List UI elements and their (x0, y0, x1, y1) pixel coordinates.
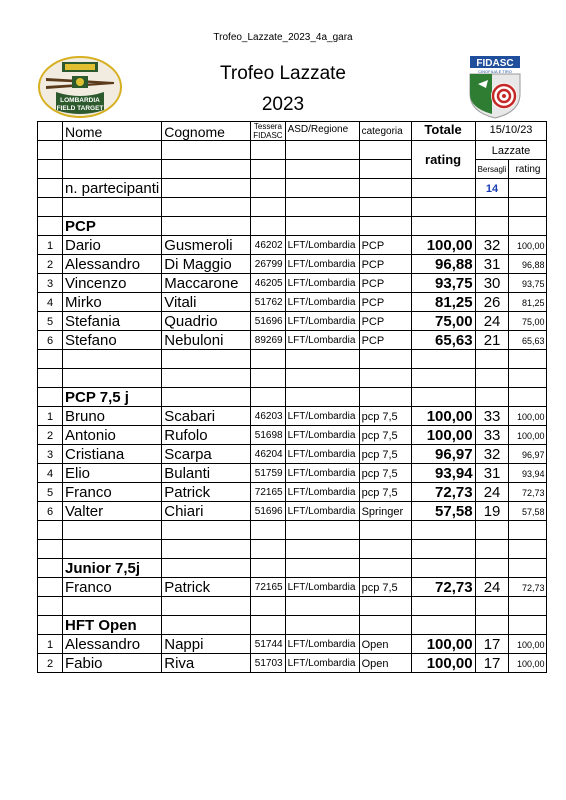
empty-cell (38, 521, 63, 540)
empty-cell (359, 198, 411, 217)
totale-cell: 96,97 (411, 445, 475, 464)
totale-cell: 81,25 (411, 293, 475, 312)
header-cognome: Cognome (162, 122, 251, 141)
empty-cell (509, 559, 547, 578)
svg-text:LOMBARDIA: LOMBARDIA (60, 97, 100, 104)
table-header-row (38, 122, 547, 141)
rating-cell: 81,25 (509, 293, 547, 312)
empty-cell (162, 388, 251, 407)
empty-cell (38, 217, 63, 236)
categoria-cell: pcp 7,5 (359, 407, 411, 426)
nome-cell: Valter (63, 502, 162, 521)
nome-cell: Franco (63, 578, 162, 597)
empty-cell (285, 388, 359, 407)
asd-cell: LFT/Lombardia (285, 502, 359, 521)
position-cell: 4 (38, 293, 63, 312)
empty-cell (38, 369, 63, 388)
empty-cell (63, 369, 162, 388)
totale-cell: 100,00 (411, 236, 475, 255)
bersagli-cell: 24 (475, 578, 509, 597)
bersagli-cell: 30 (475, 274, 509, 293)
empty-cell (38, 559, 63, 578)
rating-cell: 72,73 (509, 483, 547, 502)
section-header-row (38, 559, 547, 578)
lombardia-field-target-logo (38, 56, 122, 123)
nome-cell: Fabio (63, 654, 162, 673)
cognome-cell: Maccarone (162, 274, 251, 293)
header-nome: Nome (63, 122, 162, 141)
position-cell: 3 (38, 445, 63, 464)
section-header-row (38, 217, 547, 236)
header-rating: rating (411, 141, 475, 179)
empty-cell (411, 388, 475, 407)
empty-cell (411, 521, 475, 540)
position-cell: 5 (38, 312, 63, 331)
rating-cell: 100,00 (509, 654, 547, 673)
rating-cell: 93,75 (509, 274, 547, 293)
rating-cell: 96,97 (509, 445, 547, 464)
empty-cell (411, 350, 475, 369)
asd-cell: LFT/Lombardia (285, 236, 359, 255)
empty-cell (359, 540, 411, 559)
table-row (38, 236, 547, 255)
empty-cell (162, 217, 251, 236)
empty-cell (359, 559, 411, 578)
bersagli-cell: 24 (475, 312, 509, 331)
rating-cell: 100,00 (509, 635, 547, 654)
empty-cell (38, 198, 63, 217)
document-filename: Trofeo_Lazzate_2023_4a_gara (213, 32, 353, 43)
asd-cell: LFT/Lombardia (285, 312, 359, 331)
empty-cell (285, 616, 359, 635)
empty-cell (509, 217, 547, 236)
tessera-cell: 51744 (251, 635, 285, 654)
empty-cell (359, 616, 411, 635)
asd-cell: LFT/Lombardia (285, 654, 359, 673)
cognome-cell: Scarpa (162, 445, 251, 464)
totale-cell: 57,58 (411, 502, 475, 521)
categoria-cell: Open (359, 635, 411, 654)
participants-label: n. partecipanti (63, 179, 162, 198)
tessera-cell: 46202 (251, 236, 285, 255)
asd-cell: LFT/Lombardia (285, 426, 359, 445)
empty-cell (251, 198, 285, 217)
nome-cell: Stefano (63, 331, 162, 350)
header-pos-cell (38, 122, 63, 141)
categoria-cell: pcp 7,5 (359, 483, 411, 502)
cognome-cell: Scabari (162, 407, 251, 426)
asd-cell: LFT/Lombardia (285, 331, 359, 350)
totale-cell: 65,63 (411, 331, 475, 350)
empty-cell (162, 521, 251, 540)
cognome-cell: Patrick (162, 578, 251, 597)
page-title: Trofeo Lazzate (219, 63, 347, 84)
empty-cell (251, 350, 285, 369)
empty-cell (475, 350, 509, 369)
categoria-cell: PCP (359, 274, 411, 293)
tessera-cell: 46203 (251, 407, 285, 426)
tessera-cell: 72165 (251, 483, 285, 502)
section-title: Junior 7,5j (63, 559, 162, 578)
position-cell (38, 578, 63, 597)
table-row (38, 407, 547, 426)
empty-cell (411, 540, 475, 559)
empty-cell (63, 521, 162, 540)
table-row (38, 274, 547, 293)
fidasc-logo (464, 54, 526, 125)
bersagli-cell: 32 (475, 236, 509, 255)
empty-cell (285, 597, 359, 616)
spacer-row (38, 597, 547, 616)
table-row (38, 426, 547, 445)
rating-cell: 93,94 (509, 464, 547, 483)
categoria-cell: PCP (359, 331, 411, 350)
empty-cell (162, 540, 251, 559)
empty-cell (509, 198, 547, 217)
totale-cell: 93,94 (411, 464, 475, 483)
nome-cell: Alessandro (63, 635, 162, 654)
nome-cell: Alessandro (63, 255, 162, 274)
participants-row (38, 179, 547, 198)
nome-cell: Stefania (63, 312, 162, 331)
asd-cell: LFT/Lombardia (285, 407, 359, 426)
table-row (38, 502, 547, 521)
asd-cell: LFT/Lombardia (285, 445, 359, 464)
empty-cell (251, 597, 285, 616)
header-categoria: categoria (359, 122, 411, 141)
header-rating-sub: rating (509, 160, 547, 179)
bersagli-cell: 31 (475, 464, 509, 483)
header-bersagli: Bersagli (475, 160, 509, 179)
empty-cell (162, 369, 251, 388)
empty-cell (38, 616, 63, 635)
section-title: HFT Open (63, 616, 162, 635)
empty-cell (285, 217, 359, 236)
tessera-cell: 51759 (251, 464, 285, 483)
empty-cell (285, 540, 359, 559)
totale-cell: 75,00 (411, 312, 475, 331)
nome-cell: Cristiana (63, 445, 162, 464)
tessera-cell: 46204 (251, 445, 285, 464)
nome-cell: Elio (63, 464, 162, 483)
position-cell: 2 (38, 654, 63, 673)
section-header-row (38, 616, 547, 635)
categoria-cell: Open (359, 654, 411, 673)
empty-cell (38, 540, 63, 559)
cognome-cell: Patrick (162, 483, 251, 502)
asd-cell: LFT/Lombardia (285, 255, 359, 274)
empty-cell (251, 559, 285, 578)
position-cell: 6 (38, 502, 63, 521)
cognome-cell: Gusmeroli (162, 236, 251, 255)
empty-cell (411, 198, 475, 217)
tessera-cell: 72165 (251, 578, 285, 597)
empty-cell (359, 388, 411, 407)
empty-cell (251, 540, 285, 559)
totale-cell: 72,73 (411, 578, 475, 597)
empty-cell (475, 616, 509, 635)
section-title: PCP (63, 217, 162, 236)
cognome-cell: Di Maggio (162, 255, 251, 274)
table-header-row-2 (38, 141, 547, 160)
empty-cell (38, 597, 63, 616)
empty-cell (162, 597, 251, 616)
tessera-cell: 51703 (251, 654, 285, 673)
results-table (37, 121, 547, 673)
svg-text:FIDASC: FIDASC (476, 58, 514, 69)
nome-cell: Dario (63, 236, 162, 255)
position-cell: 1 (38, 635, 63, 654)
empty-cell (475, 540, 509, 559)
asd-cell: LFT/Lombardia (285, 293, 359, 312)
nome-cell: Vincenzo (63, 274, 162, 293)
empty-cell (38, 350, 63, 369)
categoria-cell: pcp 7,5 (359, 426, 411, 445)
header-totale: Totale (411, 122, 475, 141)
asd-cell: LFT/Lombardia (285, 578, 359, 597)
table-row (38, 445, 547, 464)
empty-cell (162, 559, 251, 578)
rating-cell: 96,88 (509, 255, 547, 274)
nome-cell: Mirko (63, 293, 162, 312)
empty-cell (63, 350, 162, 369)
empty-cell (509, 521, 547, 540)
position-cell: 2 (38, 426, 63, 445)
empty-cell (285, 521, 359, 540)
cognome-cell: Chiari (162, 502, 251, 521)
header-asd: ASD/Regione (285, 122, 359, 141)
rating-cell: 65,63 (509, 331, 547, 350)
table-row (38, 312, 547, 331)
table-row (38, 578, 547, 597)
empty-cell (63, 540, 162, 559)
empty-cell (509, 597, 547, 616)
page-year: 2023 (261, 94, 305, 115)
empty-cell (251, 521, 285, 540)
rating-cell: 57,58 (509, 502, 547, 521)
tessera-cell: 51696 (251, 502, 285, 521)
svg-text:FIELD TARGET: FIELD TARGET (56, 105, 104, 112)
totale-cell: 100,00 (411, 654, 475, 673)
spacer-row (38, 350, 547, 369)
spacer-row (38, 521, 547, 540)
empty-cell (285, 350, 359, 369)
empty-cell (359, 350, 411, 369)
participants-count: 14 (475, 179, 509, 198)
position-cell: 5 (38, 483, 63, 502)
empty-cell (359, 597, 411, 616)
empty-cell (411, 217, 475, 236)
empty-cell (509, 369, 547, 388)
categoria-cell: PCP (359, 312, 411, 331)
cognome-cell: Vitali (162, 293, 251, 312)
asd-cell: LFT/Lombardia (285, 274, 359, 293)
categoria-cell: pcp 7,5 (359, 578, 411, 597)
rating-cell: 100,00 (509, 426, 547, 445)
totale-cell: 100,00 (411, 635, 475, 654)
tessera-cell: 51696 (251, 312, 285, 331)
empty-cell (509, 350, 547, 369)
empty-cell (509, 540, 547, 559)
asd-cell: LFT/Lombardia (285, 635, 359, 654)
bersagli-cell: 17 (475, 654, 509, 673)
categoria-cell: PCP (359, 255, 411, 274)
bersagli-cell: 19 (475, 502, 509, 521)
bersagli-cell: 17 (475, 635, 509, 654)
nome-cell: Bruno (63, 407, 162, 426)
bersagli-cell: 21 (475, 331, 509, 350)
position-cell: 1 (38, 407, 63, 426)
svg-text:CINOFILIA E TIRO: CINOFILIA E TIRO (478, 69, 512, 74)
empty-cell (162, 350, 251, 369)
empty-cell (411, 369, 475, 388)
bersagli-cell: 32 (475, 445, 509, 464)
categoria-cell: Springer (359, 502, 411, 521)
position-cell: 4 (38, 464, 63, 483)
cognome-cell: Rufolo (162, 426, 251, 445)
rating-cell: 100,00 (509, 407, 547, 426)
cognome-cell: Riva (162, 654, 251, 673)
section-title: PCP 7,5 j (63, 388, 162, 407)
tessera-cell: 51762 (251, 293, 285, 312)
nome-cell: Franco (63, 483, 162, 502)
empty-cell (509, 388, 547, 407)
empty-cell (285, 369, 359, 388)
totale-cell: 96,88 (411, 255, 475, 274)
cognome-cell: Nebuloni (162, 331, 251, 350)
empty-cell (509, 616, 547, 635)
position-cell: 1 (38, 236, 63, 255)
table-row (38, 654, 547, 673)
header-tessera-line2: FIDASC (253, 131, 283, 140)
empty-cell (475, 217, 509, 236)
asd-cell: LFT/Lombardia (285, 464, 359, 483)
section-header-row (38, 388, 547, 407)
spacer-row (38, 198, 547, 217)
empty-cell (411, 616, 475, 635)
bersagli-cell: 24 (475, 483, 509, 502)
tessera-cell: 26799 (251, 255, 285, 274)
empty-cell (63, 597, 162, 616)
header-tessera (251, 122, 285, 141)
position-cell: 3 (38, 274, 63, 293)
empty-cell (251, 388, 285, 407)
table-row (38, 255, 547, 274)
rating-cell: 75,00 (509, 312, 547, 331)
bersagli-cell: 31 (475, 255, 509, 274)
empty-cell (475, 521, 509, 540)
tessera-cell: 89269 (251, 331, 285, 350)
rating-cell: 72,73 (509, 578, 547, 597)
categoria-cell: pcp 7,5 (359, 445, 411, 464)
empty-cell (359, 217, 411, 236)
header-date: 15/10/23 (475, 122, 547, 141)
totale-cell: 100,00 (411, 407, 475, 426)
bersagli-cell: 26 (475, 293, 509, 312)
cognome-cell: Bulanti (162, 464, 251, 483)
categoria-cell: PCP (359, 293, 411, 312)
empty-cell (475, 388, 509, 407)
rating-cell: 100,00 (509, 236, 547, 255)
empty-cell (162, 616, 251, 635)
header-location: Lazzate (475, 141, 547, 160)
cognome-cell: Quadrio (162, 312, 251, 331)
nome-cell: Antonio (63, 426, 162, 445)
table-row (38, 331, 547, 350)
table-row (38, 464, 547, 483)
empty-cell (359, 521, 411, 540)
empty-cell (251, 369, 285, 388)
totale-cell: 93,75 (411, 274, 475, 293)
position-cell: 6 (38, 331, 63, 350)
categoria-cell: pcp 7,5 (359, 464, 411, 483)
table-row (38, 293, 547, 312)
empty-cell (285, 559, 359, 578)
empty-cell (359, 369, 411, 388)
empty-cell (411, 559, 475, 578)
empty-cell (475, 369, 509, 388)
table-row (38, 635, 547, 654)
header-tessera-line1: Tessera (253, 122, 282, 131)
categoria-cell: PCP (359, 236, 411, 255)
empty-cell (475, 198, 509, 217)
cognome-cell: Nappi (162, 635, 251, 654)
tessera-cell: 46205 (251, 274, 285, 293)
spacer-row (38, 369, 547, 388)
totale-cell: 100,00 (411, 426, 475, 445)
table-row (38, 483, 547, 502)
bersagli-cell: 33 (475, 407, 509, 426)
empty-cell (251, 217, 285, 236)
empty-cell (475, 559, 509, 578)
empty-cell (251, 616, 285, 635)
position-cell: 2 (38, 255, 63, 274)
empty-cell (285, 198, 359, 217)
empty-cell (475, 597, 509, 616)
empty-cell (63, 198, 162, 217)
spacer-row (38, 540, 547, 559)
asd-cell: LFT/Lombardia (285, 483, 359, 502)
tessera-cell: 51698 (251, 426, 285, 445)
totale-cell: 72,73 (411, 483, 475, 502)
empty-cell (162, 198, 251, 217)
empty-cell (38, 388, 63, 407)
empty-cell (411, 597, 475, 616)
bersagli-cell: 33 (475, 426, 509, 445)
